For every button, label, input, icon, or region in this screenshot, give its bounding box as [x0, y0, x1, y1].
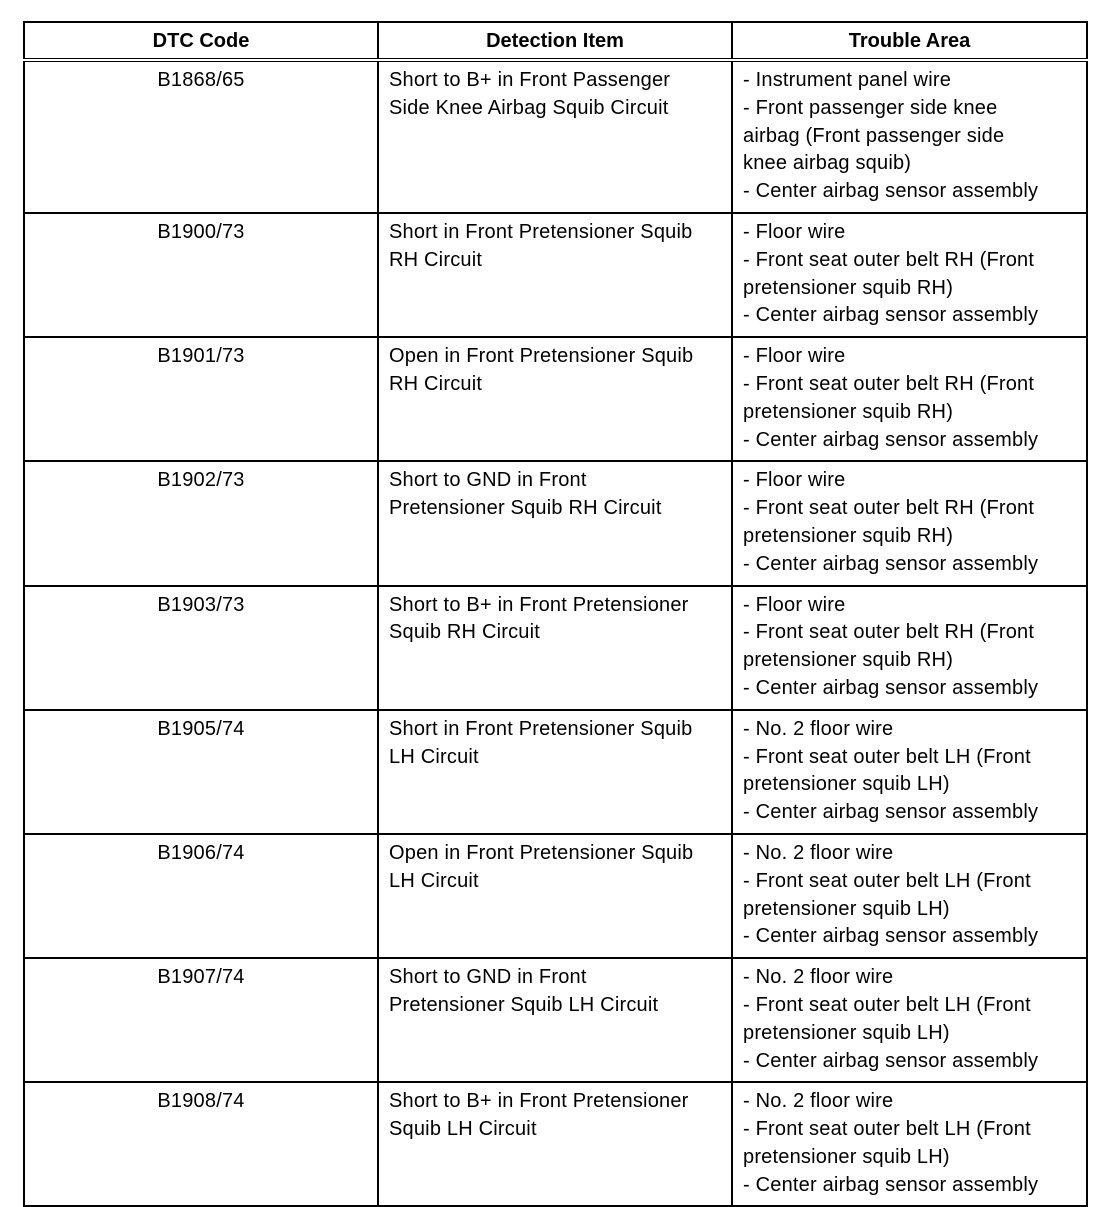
trouble-area-cell: - Floor wire - Front seat outer belt RH (Front pretensioner squib RH) - Center airbag sensor assembly: [732, 461, 1087, 585]
dtc-code-cell: B1900/73: [24, 213, 378, 337]
table-row: [24, 1082, 1087, 1206]
detection-item-cell: Short to B+ in Front Pretensioner Squib RH Circuit: [378, 586, 732, 710]
trouble-area-cell: - No. 2 floor wire - Front seat outer belt LH (Front pretensioner squib LH) - Center airbag sensor assembly: [732, 710, 1087, 834]
table-header-row: [24, 22, 1087, 60]
table-row: [24, 461, 1087, 585]
table-row: [24, 958, 1087, 1082]
detection-item-cell: Short to B+ in Front Pretensioner Squib LH Circuit: [378, 1082, 732, 1206]
header-detection-item: Detection Item: [378, 22, 732, 60]
trouble-area-cell: - Floor wire - Front seat outer belt RH (Front pretensioner squib RH) - Center airbag sensor assembly: [732, 213, 1087, 337]
trouble-area-cell: - Floor wire - Front seat outer belt RH (Front pretensioner squib RH) - Center airbag sensor assembly: [732, 586, 1087, 710]
header-trouble-area: Trouble Area: [732, 22, 1087, 60]
detection-item-cell: Short in Front Pretensioner Squib RH Circuit: [378, 213, 732, 337]
dtc-code-cell: B1908/74: [24, 1082, 378, 1206]
detection-item-cell: Short to GND in Front Pretensioner Squib LH Circuit: [378, 958, 732, 1082]
table-row: [24, 710, 1087, 834]
dtc-code-cell: B1907/74: [24, 958, 378, 1082]
table-row: [24, 337, 1087, 461]
trouble-area-cell: - No. 2 floor wire - Front seat outer belt LH (Front pretensioner squib LH) - Center airbag sensor assembly: [732, 1082, 1087, 1206]
table-row: [24, 213, 1087, 337]
dtc-code-cell: B1868/65: [24, 60, 378, 213]
trouble-area-cell: - No. 2 floor wire - Front seat outer belt LH (Front pretensioner squib LH) - Center airbag sensor assembly: [732, 834, 1087, 958]
detection-item-cell: Short to B+ in Front Passenger Side Knee Airbag Squib Circuit: [378, 60, 732, 213]
trouble-area-cell: - Instrument panel wire - Front passenger side knee airbag (Front passenger side knee airbag squib) - Center airbag sensor assembly: [732, 60, 1087, 213]
detection-item-cell: Open in Front Pretensioner Squib RH Circuit: [378, 337, 732, 461]
table-row: [24, 586, 1087, 710]
table-row: [24, 60, 1087, 213]
dtc-code-cell: B1905/74: [24, 710, 378, 834]
detection-item-cell: Open in Front Pretensioner Squib LH Circuit: [378, 834, 732, 958]
trouble-area-cell: - No. 2 floor wire - Front seat outer belt LH (Front pretensioner squib LH) - Center airbag sensor assembly: [732, 958, 1087, 1082]
dtc-table: [23, 21, 1088, 1207]
dtc-code-cell: B1903/73: [24, 586, 378, 710]
header-dtc-code: DTC Code: [24, 22, 378, 60]
dtc-code-cell: B1902/73: [24, 461, 378, 585]
trouble-area-cell: - Floor wire - Front seat outer belt RH (Front pretensioner squib RH) - Center airbag sensor assembly: [732, 337, 1087, 461]
table-row: [24, 834, 1087, 958]
detection-item-cell: Short to GND in Front Pretensioner Squib RH Circuit: [378, 461, 732, 585]
dtc-code-cell: B1906/74: [24, 834, 378, 958]
dtc-code-cell: B1901/73: [24, 337, 378, 461]
detection-item-cell: Short in Front Pretensioner Squib LH Circuit: [378, 710, 732, 834]
